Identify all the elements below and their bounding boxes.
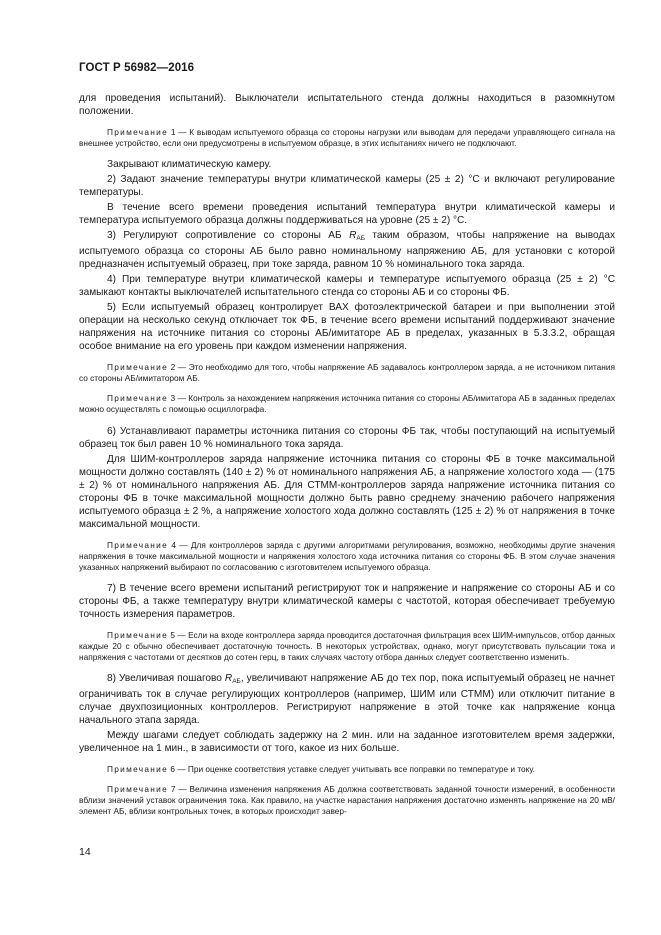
text-run: 8) Увеличивая пошагово (107, 673, 225, 685)
paragraph: для проведения испытаний). Выключатели испытательного стенда должны находиться в разомкнутом положении. (79, 93, 615, 117)
paragraph: 4) При температуре внутри климатической камеры и температуре испытуемого образца (25 ± 2) °C замыкают контакты выключателей испытательного стенда со стороны АБ и со стороны ФБ. (79, 274, 615, 299)
document-body (79, 92, 615, 827)
text-run: таким образом, чтобы напряжение на выводах испытуемого образца со стороны АБ было равно номинальному напряжению АБ, для установки с которой предназначен испытуемый образец, при токе заряда, равном 10 % номинального тока заряда. (79, 230, 615, 271)
note-text: 4 — Для контроллеров заряда с другими алгоритмами регулирования, возможно, необходимы другие значения напряжения в точке максимальной мощности и напряжения холостого хода источника питания со стороны ФБ. В этом случае значения указанных напряжений выбирают по согласованию с изготовителем испытуемого образца. (79, 539, 615, 572)
note-text: 2 — Это необходимо для того, чтобы напряжение АБ задавалось контроллером заряда, а не источником питания со стороны АБ/имитатором АБ. (79, 362, 615, 384)
note-label: Примечание (107, 127, 169, 137)
paragraph: 7) В течение всего времени испытаний регистрируют ток и напряжение и напряжение со стороны АБ и со стороны ФБ, а также температуру внутри климатической камеры с частотой, которая обеспечивает требуемую точность измерения параметров. (79, 582, 615, 620)
standard-header: ГОСТ Р 56982—2016 (79, 62, 195, 74)
note-label: Примечание (107, 362, 169, 373)
paragraph: Закрывают климатическую камеру. (107, 159, 272, 171)
paragraph (79, 672, 615, 727)
note-5 (79, 630, 615, 663)
resistance-symbol: R (224, 673, 233, 685)
note-text: 7 — Величина изменения напряжения АБ должна соответствовать заданной точности измерений, в особенности вблизи значений уставок ограничения тока. Как правило, на участке нарастания напряжения достаточно изменять напряжение на 20 мВ/элемент АБ, вблизи контрольных точек, в которых происходит завер- (79, 784, 615, 817)
paragraph: 6) Устанавливают параметры источника питания со стороны ФБ так, чтобы поступающий на испытуемый образец ток был равен 10 % номинального тока заряда. (79, 425, 615, 450)
resistance-symbol: R (349, 230, 357, 242)
note-4 (79, 540, 615, 573)
note-2 (79, 362, 615, 384)
page-number: 14 (79, 846, 91, 858)
text-run: 3) Регулируют сопротивление со стороны АБ (107, 230, 350, 242)
note-text: 6 — При оценке соответствия уставке следует учитывать все поправки по температуре и току. (170, 764, 535, 775)
paragraph: Для ШИМ-контроллеров заряда напряжение источника питания со стороны ФБ в точке максимальной мощности должно составлять (140 ± 2) % от номинального напряжения АБ, а напряжение холостого хода — (175 ± 2) % от номинального напряжения АБ. Для СТММ-контроллеров заряда напряжение источника питания со стороны ФБ в точке максимальной мощности должно быть равно среднему значению рабочего напряжения испытуемого образца ± 2 %, а напряжение холостого хода должно составлять (125 ± 2) % от напряжения в точке максимальной мощности. (79, 453, 615, 530)
paragraph: Между шагами следует соблюдать задержку на 2 мин. или на заданное изготовителем время задержки, увеличенное на 1 мин., в зависимости от того, какое из них больше. (79, 730, 615, 755)
note-label: Примечание (107, 629, 169, 640)
text-run: , увеличивают напряжение АБ до тех пор, пока испытуемый образец не начнет ограничивать ток в случае регулирующих контроллеров (например, ШИМ или СТММ) или отключит питание в случае двухпозиционных контроллеров. Регистрируют напряжение в этой точке как напряжение конца начального этапа заряда. (79, 673, 615, 727)
note-3 (79, 393, 615, 415)
resistance-subscript: АБ (356, 235, 365, 243)
note-label: Примечание (107, 393, 169, 404)
note-label: Примечание (107, 784, 169, 795)
note-6 (79, 764, 615, 775)
paragraph (79, 229, 615, 271)
paragraph: 2) Задают значение температуры внутри климатической камеры (25 ± 2) °C и включают регулирование температуры. (79, 174, 615, 199)
resistance-subscript: АБ (232, 678, 241, 686)
note-label: Примечание (107, 539, 169, 550)
note-text: 5 — Если на входе контроллера заряда проводится достаточная фильтрация всех ШИМ-импульсов, отбор данных каждые 20 с обычно обеспечивает достаточную точность. В некоторых устройствах, однако, могут присутствовать пульсации тока и напряжения с частотами от десятков до сотен герц, в таких случаях частоту отбора данных следует соответственно изменить. (79, 629, 615, 663)
note-text: 3 — Контроль за нахождением напряжения источника питания со стороны АБ/имитатора АБ в заданных пределах можно осуществлять с помощью осциллографа. (79, 393, 615, 415)
paragraph: В течение всего времени проведения испытаний температура внутри климатической камеры и температура испытуемого образца должны поддерживаться на уровне (25 ± 2) °C. (79, 202, 615, 227)
note-7 (79, 784, 615, 817)
note-text: 1 — К выводам испытуемого образца со стороны нагрузки или выводам для передачи управляющего сигнала на внешнее устройство, если они предусмотрены в испытуемом образце, в этих испытаниях ничего не подключают. (79, 127, 615, 149)
note-1 (79, 127, 615, 149)
note-label: Примечание (107, 764, 169, 775)
paragraph: 5) Если испытуемый образец контролирует ВАХ фотоэлектрической батареи и при выполнении этой операции на несколько секунд отключает ток ФБ, в течение всего времени испытаний поддерживают значение напряжения на источнике питания со стороны АБ/имитаторе АБ в пределах, указанных в 5.3.3.2, обращая особое внимание на его уровень при каждом изменении напряжения. (79, 302, 615, 353)
